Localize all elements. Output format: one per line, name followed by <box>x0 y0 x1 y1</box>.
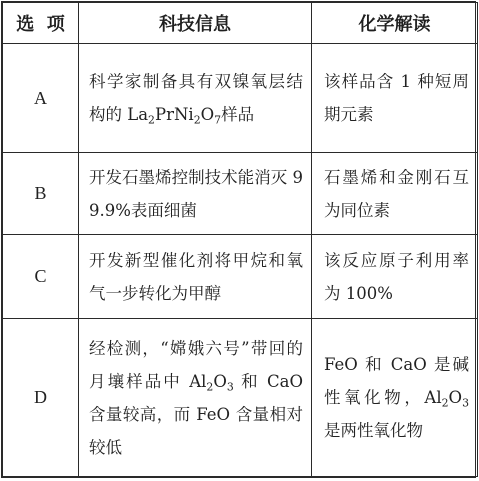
interp-text: 石墨烯和金刚石互为同位素 <box>324 167 469 220</box>
formula-text: PrNi <box>154 105 194 124</box>
chemical-formula <box>189 372 234 391</box>
info-text: 开发石墨烯控制技术能消灭 99.9%表面细菌 <box>89 167 303 220</box>
option-label: B <box>3 153 79 235</box>
info-cell <box>79 319 312 477</box>
info-text-post: 和 CaO 含量较高，而 FeO 含量相对较低 <box>89 371 304 457</box>
header-interp: 化学解读 <box>312 3 478 44</box>
formula-text: La <box>127 105 149 124</box>
interp-cell <box>312 44 478 153</box>
formula-text: O <box>213 371 227 391</box>
formula-subscript: 2 <box>148 113 155 127</box>
question-table-frame <box>1 1 476 478</box>
formula-subscript: 3 <box>462 396 469 410</box>
table-row <box>3 319 478 477</box>
table-row <box>3 44 478 153</box>
interp-text: 该样品含 1 种短周期元素 <box>324 72 469 124</box>
formula-subscript: 2 <box>206 379 214 393</box>
formula-text: Al <box>424 388 442 408</box>
table-row <box>3 235 478 319</box>
interp-cell <box>312 235 478 319</box>
formula-text: O <box>448 388 463 408</box>
info-text-pre: 经检测，“嫦娥六号”带回的月壤样品中 <box>89 338 303 391</box>
interp-cell <box>312 319 478 477</box>
question-table <box>2 2 478 477</box>
interp-text-post: 是两性氧化物 <box>324 421 423 441</box>
table-row <box>3 153 478 235</box>
formula-subscript: 2 <box>193 113 201 127</box>
interp-text: 该反应原子利用率为 100% <box>324 250 469 303</box>
info-cell <box>79 153 312 235</box>
chemical-formula <box>424 388 469 410</box>
header-row <box>3 3 478 44</box>
formula-text: Al <box>189 371 207 391</box>
option-label: C <box>3 235 79 319</box>
option-label: A <box>3 44 79 153</box>
formula-subscript: 7 <box>214 113 222 127</box>
info-text: 开发新型催化剂将甲烷和氧气一步转化为甲醇 <box>89 250 303 303</box>
info-cell <box>79 44 312 153</box>
option-label: D <box>3 319 79 477</box>
info-text-pre: 科学家制备具有双镍氧层结构的 <box>89 72 303 124</box>
interp-cell <box>312 153 478 235</box>
chemical-formula <box>127 105 222 127</box>
header-info: 科技信息 <box>79 3 312 44</box>
formula-subscript: 3 <box>226 379 234 393</box>
header-option: 选 项 <box>3 3 79 44</box>
formula-text: O <box>200 105 215 124</box>
info-cell <box>79 235 312 319</box>
interp-text-pre: FeO 和 CaO 是碱性氧化物， <box>324 355 469 408</box>
info-text-post: 样品 <box>221 105 255 124</box>
formula-subscript: 2 <box>441 396 449 410</box>
